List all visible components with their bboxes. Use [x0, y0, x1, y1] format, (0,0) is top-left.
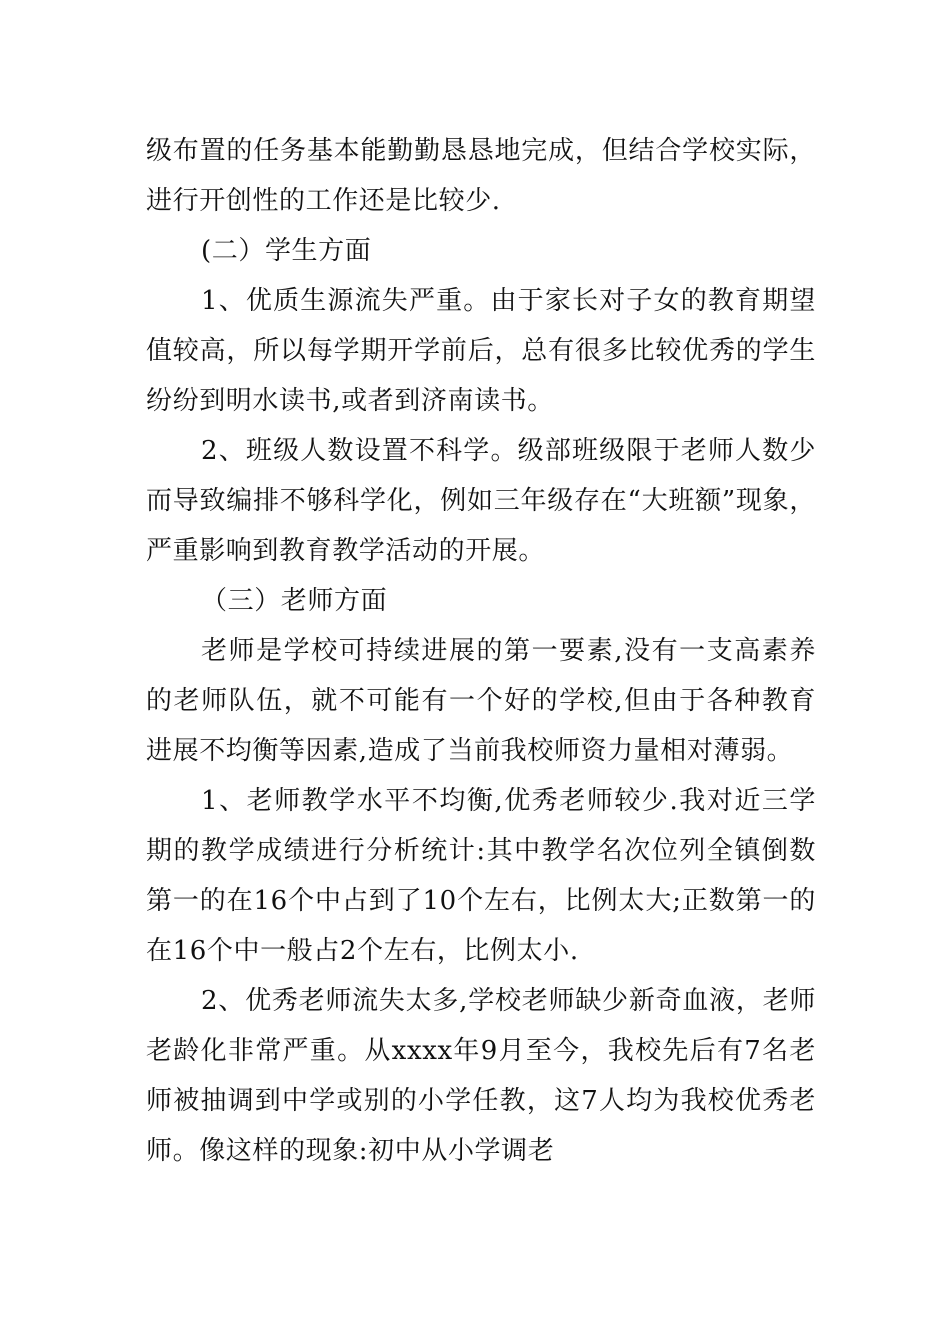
- document-body: [146, 126, 816, 1176]
- paragraph-students-1: 1、优质生源流失严重。由于家长对子女的教育期望值较高，所以每学期开学前后，总有很多比较优秀的学生纷纷到明水读书,或者到济南读书。: [146, 286, 816, 416]
- paragraph-teachers-2: 2、优秀老师流失太多,学校老师缺少新奇血液，老师老龄化非常严重。从xxxx年9月至今，我校先后有7名老师被抽调到中学或别的小学任教，这7人均为我校优秀老师。像这样的现象:初中从小学调老: [146, 986, 816, 1166]
- paragraph-teachers-intro: 老师是学校可持续进展的第一要素,没有一支高素养的老师队伍，就不可能有一个好的学校,但由于各种教育进展不均衡等因素,造成了当前我校师资力量相对薄弱。: [146, 636, 816, 766]
- paragraph-students-2: 2、班级人数设置不科学。级部班级限于老师人数少而导致编排不够科学化，例如三年级存在“大班额”现象，严重影响到教育教学活动的开展。: [146, 436, 816, 566]
- section-heading-students: (二）学生方面: [201, 236, 372, 266]
- paragraph-continued: 级布置的任务基本能勤勤恳恳地完成，但结合学校实际，进行开创性的工作还是比较少.: [146, 136, 816, 216]
- section-heading-teachers: （三）老师方面: [201, 586, 388, 616]
- paragraph-teachers-1: 1、老师教学水平不均衡,优秀老师较少.我对近三学期的教学成绩进行分析统计:其中教学名次位列全镇倒数第一的在16个中占到了10个左右，比例太大;正数第一的在16个中一般占2个左右，比例太小.: [146, 786, 816, 966]
